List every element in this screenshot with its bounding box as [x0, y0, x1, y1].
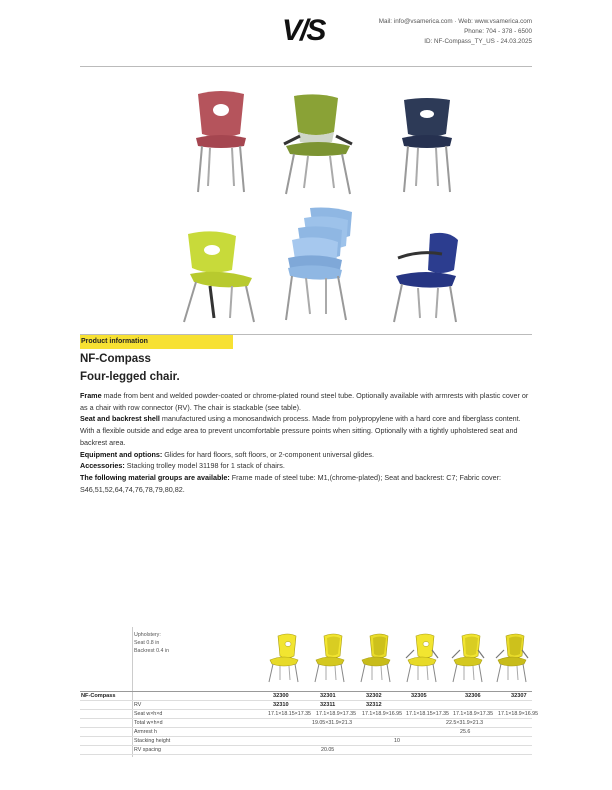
model-code: 32302: [366, 693, 382, 699]
armrest-height: 25.6: [460, 729, 471, 735]
document-id: ID: NF-Compass_TY_US - 24.03.2025: [424, 38, 532, 45]
rv-spacing-label: RV spacing: [134, 747, 161, 753]
stacking-label: Stacking height: [134, 738, 171, 744]
model-code: 32307: [511, 693, 527, 699]
upholstery-label: Upholstery:: [134, 632, 161, 638]
seat-dimensions: 17.1×18.9×17.35: [316, 711, 357, 717]
chair-image-blue-stack: [280, 206, 360, 326]
accessories-paragraph: [80, 460, 532, 472]
upholstery-note: [134, 631, 169, 655]
contact-phone: Phone: 704 - 378 - 6500: [464, 28, 532, 35]
seat-dimensions: 17.1×18.9×17.35: [453, 711, 494, 717]
shell-label: Seat and backrest shell: [80, 414, 160, 424]
total-dimensions: 22.5×31.9×21.3: [446, 720, 484, 726]
shell-paragraph: [80, 413, 532, 448]
upholstery-backrest: Backrest 0.4 in: [134, 648, 170, 654]
shell-text: manufactured using a monosandwich process. Made from polypropylene with a hard core and fiberglass content. With a flexible outside and edge area to prevent uncomfortable pressure points when sitting. Optionally with a tightly upholstered seat and backrest area.: [80, 414, 521, 447]
materials-paragraph: [80, 472, 532, 495]
model-thumb-32301: [310, 632, 350, 684]
product-subtitle: Four-legged chair.: [80, 371, 180, 383]
frame-text: made from bent and welded powder-coated or chrome-plated round steel tube. Optionally available with armrests with plastic cover or as a chair with row connector (RV). The chair is stackable (see table).: [80, 391, 529, 412]
equipment-text: Glides for hard floors, soft floors, or 2-component universal glides.: [162, 449, 374, 459]
frame-label: Frame: [80, 391, 102, 400]
model-code: 32301: [320, 693, 336, 699]
brand-logo: V/S: [282, 14, 325, 47]
table-row-stacking: [80, 736, 532, 745]
contact-mail-web: Mail: info@vsamerica.com · Web: www.vsamerica.com: [378, 18, 532, 25]
model-thumb-32307: [492, 632, 532, 684]
rv-label: RV: [134, 702, 142, 708]
section-tag: Product information: [80, 335, 233, 349]
model-thumb-32306: [448, 632, 488, 684]
equipment-label: Equipment and options:: [80, 449, 163, 459]
chair-image-royal-armrest: [390, 230, 466, 326]
seat-dimensions: 17.1×18.15×17.35: [406, 711, 450, 717]
total-label: Total w×h×d: [134, 720, 163, 726]
chair-image-red: [186, 88, 256, 196]
model-code: 32305: [411, 693, 427, 699]
table-row-armrest: [80, 727, 532, 736]
seat-dimensions: 17.1×18.9×16.95: [498, 711, 539, 717]
model-thumb-32300: [264, 632, 304, 684]
materials-text: Frame made of steel tube: M1,(chrome-plated); Seat and backrest: C7; Fabric cover: S46,51,52,64,74,76,78,79,80,82.: [80, 472, 502, 494]
product-description: [80, 390, 532, 495]
total-dimensions: 19.05×31.9×21.3: [312, 720, 353, 726]
contact-block: [379, 17, 532, 47]
product-name: NF-Compass: [80, 353, 151, 365]
accessories-label: Accessories:: [80, 461, 125, 471]
model-thumb-32305: [402, 632, 442, 684]
rv-code: 32311: [320, 702, 336, 708]
header-divider: [80, 66, 532, 67]
stacking-height: 10: [394, 738, 400, 744]
model-thumb-32302: [356, 632, 396, 684]
rv-code: 32312: [366, 702, 382, 708]
upholstery-seat: Seat 0.8 in: [134, 640, 160, 646]
chair-image-navy: [396, 96, 458, 196]
model-code: 32300: [273, 693, 289, 699]
model-name-label: NF-Compass: [81, 693, 116, 699]
materials-label: The following material groups are available:: [80, 472, 230, 482]
rv-spacing-value: 20.05: [321, 747, 335, 753]
frame-paragraph: [80, 390, 532, 413]
accessories-text: Stacking trolley model 31198 for 1 stack of chairs.: [124, 461, 285, 471]
seat-dimensions: 17.1×18.9×16.95: [362, 711, 403, 717]
chair-image-green-armrest: [280, 92, 356, 198]
table-row-rv: [80, 700, 532, 709]
equipment-paragraph: [80, 449, 532, 461]
rv-code: 32310: [273, 702, 289, 708]
model-code: 32306: [465, 693, 481, 699]
seat-label: Seat w×h×d: [134, 711, 163, 717]
table-row-models: [80, 691, 532, 700]
table-row-total: [80, 718, 532, 727]
seat-dimensions: 17.1×18.15×17.35: [268, 711, 312, 717]
armrest-label: Armrest h: [134, 729, 157, 735]
chair-image-lime: [180, 228, 260, 326]
table-row-seat: [80, 709, 539, 718]
table-row-rv-spacing: [80, 745, 532, 755]
